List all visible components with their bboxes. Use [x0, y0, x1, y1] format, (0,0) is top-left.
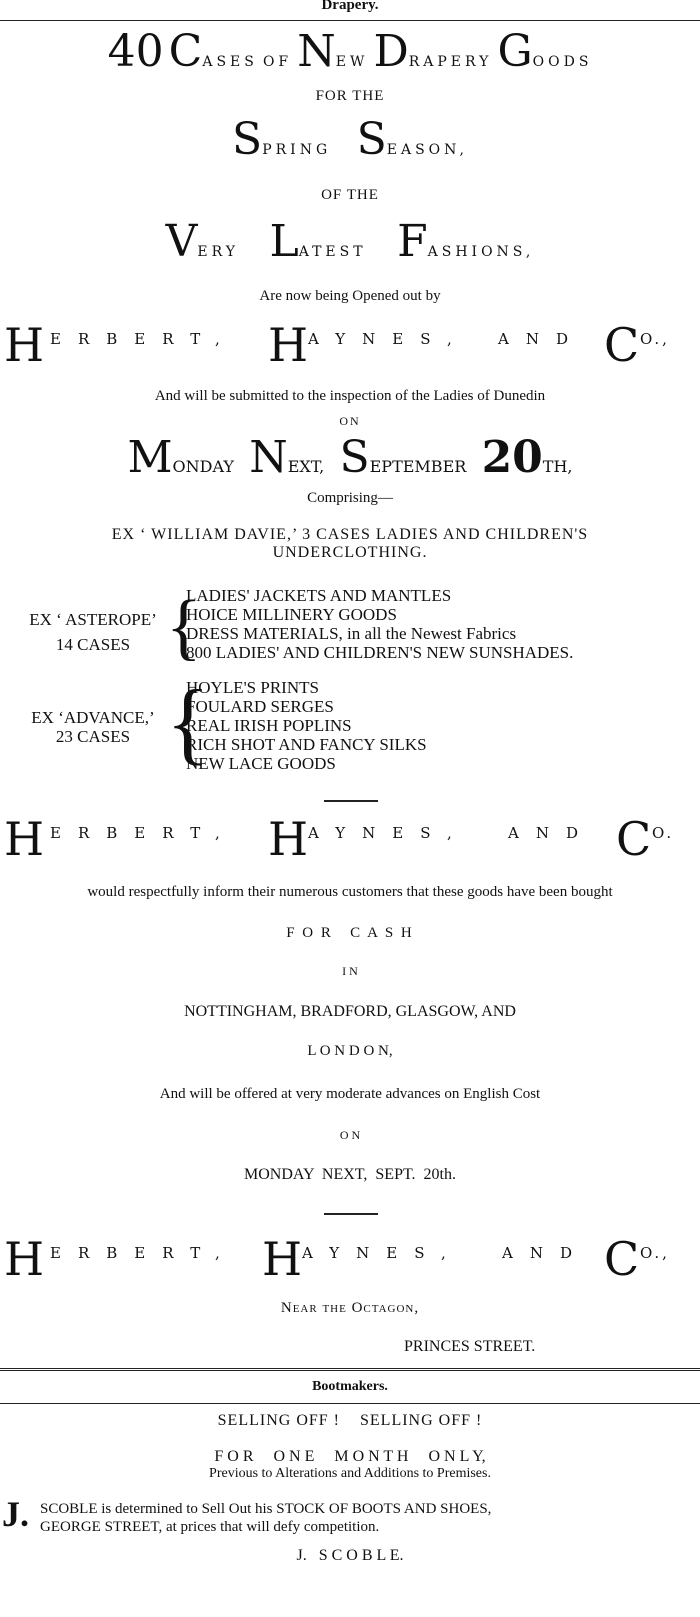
selling-off-line: SELLING OFF ! SELLING OFF !	[217, 1412, 483, 1429]
firm-word-rest: O.,	[640, 330, 670, 348]
asterope-label	[18, 610, 168, 654]
advance-label-line: 23 CASES	[55, 727, 131, 746]
headline-word: OF	[262, 54, 293, 70]
list-item: RICH SHOT AND FANCY SILKS	[186, 735, 427, 754]
fashions-word: VERY	[165, 216, 239, 267]
advance-label	[18, 708, 168, 746]
one-month-line: F O R O N E M O N T H O N L Y,	[214, 1448, 486, 1465]
double-rule	[0, 1368, 700, 1374]
william-davie-block	[0, 526, 700, 562]
for-cash-line: F O R C A S H	[286, 925, 414, 941]
firm-name: H ERBERT, H AYNES, AND C O.	[4, 812, 675, 866]
for-the-line: FOR THE	[315, 88, 385, 104]
headline	[0, 26, 700, 78]
princes-street-line: PRINCES STREET.	[404, 1338, 536, 1355]
scoble-line: SCOBLE is determined to Sell Out his STOCK OF BOOTS AND SHOES,	[40, 1501, 492, 1517]
on-line: O N	[339, 1128, 361, 1142]
scoble-line: GEORGE STREET, at prices that will defy competition.	[40, 1519, 380, 1535]
firm-word-rest: ERBERT,	[50, 330, 237, 348]
in-line: I N	[342, 964, 358, 978]
firm-name: H ERBERT, H AYNES, AND C O.,	[4, 1232, 670, 1286]
opened-line: Are now being Opened out by	[259, 288, 441, 304]
firm-word-and: AND	[508, 824, 595, 842]
asterope-items	[186, 586, 573, 662]
inform-line: would respectfully inform their numerous customers that these goods have been bought	[87, 884, 613, 900]
drop-initial: J.	[2, 1494, 29, 1534]
firm-word-rest: ERBERT,	[50, 824, 237, 842]
date-line	[0, 432, 700, 486]
list-item: 800 LADIES' AND CHILDREN'S NEW SUNSHADES.	[186, 643, 574, 662]
headline-word: GOODS	[497, 26, 593, 77]
season-word: SEASON,	[356, 114, 468, 165]
comprising-line: Comprising—	[307, 490, 393, 506]
firm-word-rest: O.,	[640, 1244, 670, 1262]
section-rule	[0, 20, 700, 21]
short-rule	[324, 800, 378, 802]
list-item: NEW LACE GOODS	[186, 754, 336, 773]
fashions-word: FASHIONS,	[397, 216, 535, 267]
season-word: SPRING	[232, 114, 332, 165]
list-item: REAL IRISH POPLINS	[186, 716, 352, 735]
firm-word-rest: AYNES,	[308, 824, 469, 842]
asterope-label-line: 14 CASES	[55, 635, 131, 654]
asterope-label-line: EX ‘ ASTEROPE’	[29, 610, 157, 629]
date-word: SEPTEMBER	[339, 432, 467, 483]
monday-line: MONDAY NEXT, SEPT. 20th.	[243, 1166, 456, 1183]
firm-word-and: AND	[502, 1244, 589, 1262]
firm-word-rest: AYNES,	[302, 1244, 463, 1262]
firm-name: H ERBERT, H AYNES, AND C O.,	[4, 318, 670, 372]
advance-items	[186, 678, 427, 773]
william-davie-line: UNDERCLOTHING.	[272, 544, 428, 561]
brace: {	[166, 671, 211, 773]
william-davie-line: EX ‘ WILLIAM DAVIE,’ 3 CASES LADIES AND CHILDREN'S	[111, 526, 589, 543]
firm-word-and: AND	[498, 330, 585, 348]
firm-word-rest: O.	[652, 824, 675, 842]
fashions-word: LATEST	[269, 216, 367, 267]
fashions-line	[0, 216, 700, 270]
list-item: FOULARD SERGES	[186, 697, 334, 716]
of-the-line: OF THE	[321, 187, 379, 203]
date-word: NEXT,	[249, 432, 325, 483]
on-line: ON	[339, 414, 361, 428]
london-line: L O N D O N,	[307, 1043, 393, 1059]
date-word: 20TH,	[481, 432, 573, 483]
previous-line: Previous to Alterations and Additions to Premises.	[209, 1466, 491, 1481]
cities-line: NOTTINGHAM, BRADFORD, GLASGOW, AND	[184, 1003, 516, 1020]
drapery-section-heading: Drapery.	[321, 0, 379, 13]
headline-word: NEW	[297, 26, 369, 77]
advance-label-line: EX ‘ADVANCE,’	[31, 708, 155, 727]
brace: {	[166, 586, 202, 668]
list-item: DRESS MATERIALS, in all the Newest Fabrics	[186, 624, 517, 643]
list-item: HOICE MILLINERY GOODS	[186, 605, 397, 624]
headline-word: CASES	[168, 26, 258, 77]
section-rule	[0, 1403, 700, 1404]
near-octagon-line: Near the Octagon,	[280, 1300, 420, 1316]
season-line	[0, 114, 700, 168]
list-item: LADIES' JACKETS AND MANTLES	[186, 586, 452, 605]
signature-line: J. S C O B L E.	[296, 1547, 404, 1564]
headline-word: DRAPERY	[373, 26, 493, 77]
scoble-body	[40, 1500, 700, 1536]
headline-words	[168, 26, 593, 77]
date-word: MONDAY	[127, 432, 234, 483]
bootmakers-section-heading: Bootmakers.	[312, 1379, 388, 1394]
firm-word-rest: AYNES,	[308, 330, 469, 348]
offered-line: And will be offered at very moderate advances on English Cost	[159, 1086, 541, 1102]
short-rule	[324, 1213, 378, 1215]
list-item: HOYLE'S PRINTS	[186, 678, 319, 697]
headline-count: 40	[107, 26, 164, 77]
firm-word-rest: ERBERT,	[50, 1244, 237, 1262]
inspection-line: And will be submitted to the inspection of the Ladies of Dunedin	[154, 388, 546, 404]
